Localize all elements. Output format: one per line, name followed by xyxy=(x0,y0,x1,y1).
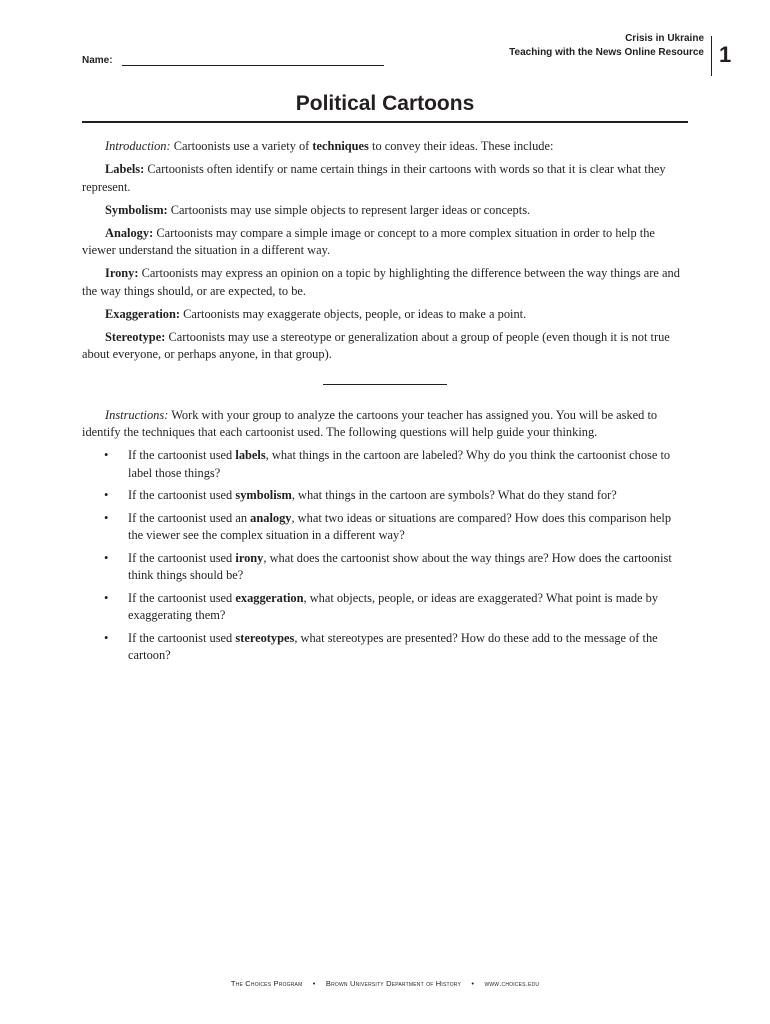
question-keyword: analogy xyxy=(250,510,292,525)
bullet-icon: • xyxy=(104,510,109,525)
list-item xyxy=(82,447,688,482)
header-right xyxy=(509,32,704,60)
question-keyword: stereotypes xyxy=(235,630,295,645)
introduction-paragraph xyxy=(82,138,688,156)
question-keyword: exaggeration xyxy=(235,590,304,605)
technique-definition: Cartoonists may compare a simple image or concept to a more complex situation in order to help the viewer understand the situation in a different way. xyxy=(82,225,655,257)
question-after: , what stereotypes are presented? How do these add to the message of the cartoon? xyxy=(128,630,658,662)
introduction-text-before: Cartoonists use a variety of xyxy=(173,139,310,153)
section-divider xyxy=(323,384,447,385)
technique-irony xyxy=(82,265,688,300)
technique-term: Labels: xyxy=(105,162,145,176)
technique-definition: Cartoonists may exaggerate objects, people, or ideas to make a point. xyxy=(183,306,527,321)
footer-program: The Choices Program xyxy=(230,979,303,988)
introduction-text-after: to convey their ideas. These include: xyxy=(372,139,554,153)
list-item xyxy=(82,590,688,625)
header-divider xyxy=(711,36,712,76)
technique-term: Stereotype: xyxy=(105,329,166,344)
instructions-paragraph xyxy=(82,407,688,442)
question-keyword: symbolism xyxy=(235,488,292,502)
worksheet-content xyxy=(82,138,688,670)
instructions-text: Work with your group to analyze the cartoons your teacher has assigned you. You will be asked to identify the techniques that each cartoonist used. The following questions will help guide your thinking. xyxy=(82,407,658,439)
page-title: Political Cartoons xyxy=(295,92,475,115)
question-after: , what two ideas or situations are compared? How does this comparison help the viewer see the complex situation in a different way? xyxy=(128,510,672,542)
name-field-line[interactable] xyxy=(122,65,384,66)
technique-term: Symbolism: xyxy=(105,202,168,217)
technique-analogy xyxy=(82,225,688,260)
question-keyword: labels xyxy=(235,448,266,462)
question-list xyxy=(82,447,688,665)
footer-separator: • xyxy=(312,979,316,988)
question-before: If the cartoonist used xyxy=(128,448,233,462)
footer-department: Brown University Department of History xyxy=(325,979,462,988)
technique-term: Analogy: xyxy=(105,225,154,240)
question-after: , what things in the cartoon are symbols? What do they stand for? xyxy=(291,488,617,502)
introduction-keyword: techniques xyxy=(312,139,369,153)
list-item xyxy=(82,487,688,505)
introduction-label: Introduction: xyxy=(105,139,171,153)
page-number: 1 xyxy=(719,42,732,67)
footer-separator: • xyxy=(471,979,475,988)
bullet-icon: • xyxy=(104,590,109,605)
title-divider xyxy=(82,121,688,123)
question-before: If the cartoonist used xyxy=(128,630,233,645)
technique-definition: Cartoonists often identify or name certain things in their cartoons with words so that it is clear what they represent. xyxy=(82,162,666,194)
technique-definition: Cartoonists may use a stereotype or generalization about a group of people (even though it is not true about everyone, or perhaps anyone, in that group). xyxy=(82,329,670,361)
footer-website-link[interactable]: www.choices.edu xyxy=(484,979,540,988)
technique-definition: Cartoonists may use simple objects to represent larger ideas or concepts. xyxy=(170,202,531,217)
technique-symbolism xyxy=(82,202,688,220)
technique-stereotype xyxy=(82,329,688,364)
technique-term: Irony: xyxy=(105,266,139,280)
technique-labels xyxy=(82,161,688,196)
technique-exaggeration xyxy=(82,306,688,324)
bullet-icon: • xyxy=(104,630,109,645)
bullet-icon: • xyxy=(104,550,109,565)
page-footer xyxy=(0,979,770,988)
question-before: If the cartoonist used xyxy=(128,590,233,605)
question-before: If the cartoonist used an xyxy=(128,510,248,525)
bullet-icon: • xyxy=(104,448,109,462)
technique-definition: Cartoonists may express an opinion on a topic by highlighting the difference between the way things are and the way things should, or are expected, to be. xyxy=(82,266,680,298)
name-label: Name: xyxy=(82,55,113,66)
list-item xyxy=(82,510,688,545)
question-before: If the cartoonist used xyxy=(128,488,233,502)
technique-term: Exaggeration: xyxy=(105,306,181,321)
question-before: If the cartoonist used xyxy=(128,550,233,565)
question-after: , what objects, people, or ideas are exaggerated? What point is made by exaggerating them? xyxy=(128,590,659,622)
instructions-label: Instructions: xyxy=(105,407,169,422)
bullet-icon: • xyxy=(104,488,109,502)
question-after: , what does the cartoonist show about the way things are? How does the cartoonist think things should be? xyxy=(128,550,672,582)
series-title: Crisis in Ukraine xyxy=(625,33,704,44)
question-after: , what things in the cartoon are labeled? Why do you think the cartoonist chose to label those things? xyxy=(128,448,671,480)
list-item xyxy=(82,550,688,585)
series-subtitle: Teaching with the News Online Resource xyxy=(509,47,704,58)
list-item xyxy=(82,630,688,665)
question-keyword: irony xyxy=(235,550,264,565)
